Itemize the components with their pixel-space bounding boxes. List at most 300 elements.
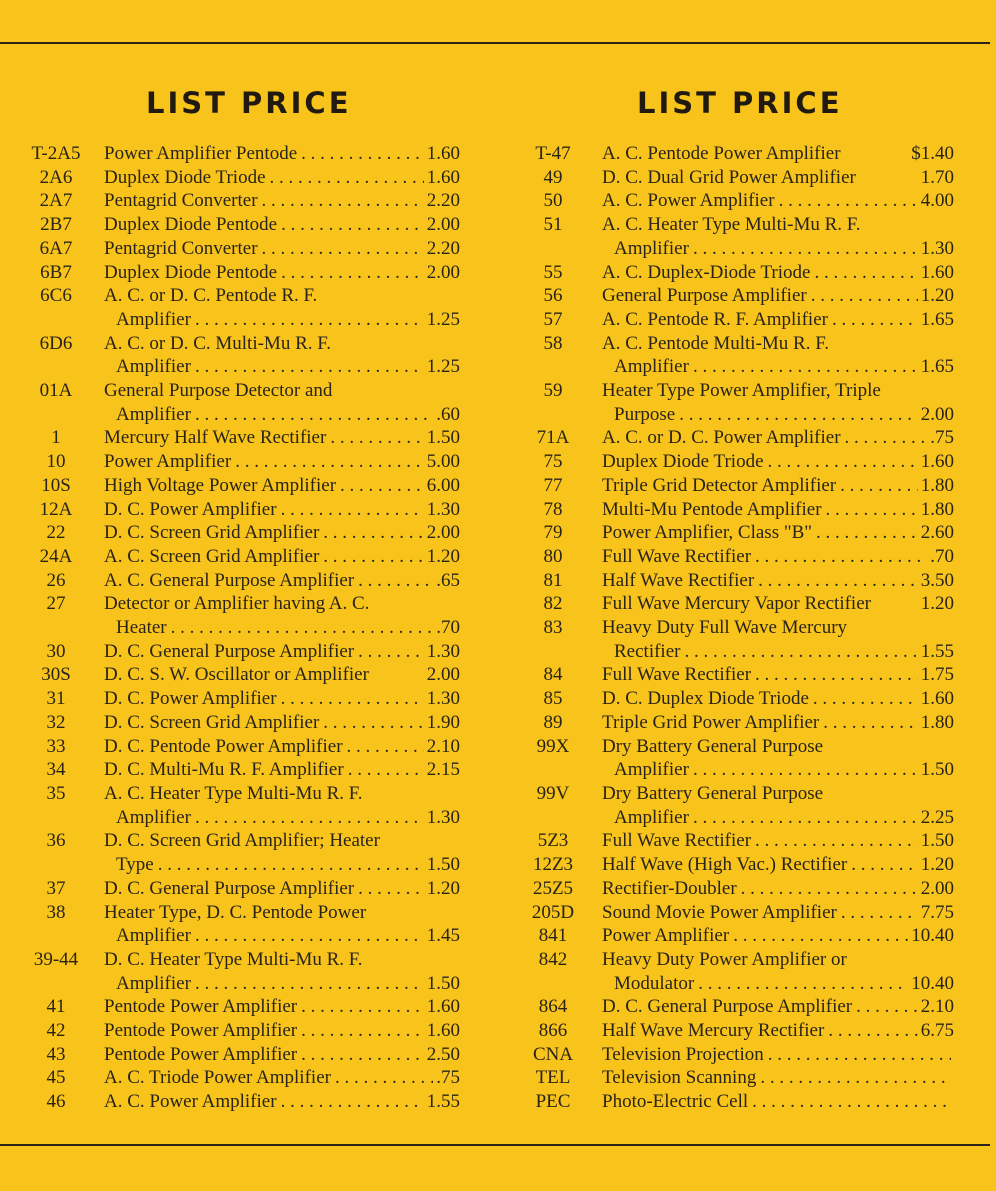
dot-leader bbox=[822, 498, 918, 522]
tube-code: 1 bbox=[51, 427, 61, 449]
list-price: .70 bbox=[930, 545, 954, 567]
price-list-entry bbox=[22, 1066, 460, 1090]
tube-code: 30 bbox=[46, 640, 66, 662]
tube-description: D. C. Screen Grid Amplifier bbox=[104, 711, 320, 733]
list-price: 3.50 bbox=[920, 569, 954, 591]
list-price bbox=[951, 1090, 954, 1114]
tube-description: D. C. General Purpose Amplifier bbox=[104, 640, 355, 662]
price-list-entry bbox=[22, 687, 460, 711]
tube-description: Detector or Amplifier having A. C. bbox=[104, 593, 370, 615]
dot-leader bbox=[231, 450, 424, 474]
dot-leader bbox=[344, 758, 424, 782]
tube-code: 37 bbox=[46, 877, 66, 899]
spacer bbox=[823, 735, 951, 759]
list-price: .60 bbox=[436, 403, 460, 425]
tube-code: 45 bbox=[46, 1067, 66, 1089]
list-price: 2.00 bbox=[426, 522, 460, 544]
dot-leader bbox=[836, 474, 918, 498]
tube-description: Multi-Mu Pentode Amplifier bbox=[602, 498, 822, 520]
tube-description: D. C. Dual Grid Power Amplifier bbox=[602, 166, 856, 188]
tube-code: 50 bbox=[543, 190, 563, 212]
price-list-entry bbox=[520, 924, 954, 948]
price-list-entry bbox=[520, 663, 954, 687]
spacer bbox=[881, 379, 951, 403]
dot-leader bbox=[689, 806, 918, 830]
tube-description: Amplifier bbox=[614, 759, 689, 781]
dot-leader bbox=[277, 261, 424, 285]
dot-leader bbox=[191, 972, 424, 996]
spacer bbox=[856, 166, 918, 190]
tube-code: 22 bbox=[46, 522, 66, 544]
price-list-entry bbox=[520, 545, 954, 569]
tube-description: D. C. Multi-Mu R. F. Amplifier bbox=[104, 759, 344, 781]
tube-code: 79 bbox=[543, 522, 563, 544]
tube-code: 82 bbox=[543, 593, 563, 615]
dot-leader bbox=[841, 426, 928, 450]
tube-code: 27 bbox=[46, 593, 66, 615]
tube-code: 12A bbox=[39, 498, 73, 520]
list-price: 1.30 bbox=[426, 806, 460, 828]
list-price: 1.50 bbox=[426, 972, 460, 994]
list-price bbox=[951, 379, 954, 403]
list-price: .75 bbox=[930, 427, 954, 449]
list-price: 7.75 bbox=[920, 901, 954, 923]
list-price: 5.00 bbox=[426, 451, 460, 473]
spacer bbox=[871, 592, 918, 616]
list-price-heading-right: LIST PRICE bbox=[637, 86, 843, 120]
dot-leader bbox=[191, 403, 433, 427]
spacer bbox=[363, 782, 457, 806]
tube-code: T-47 bbox=[535, 143, 571, 164]
tube-code: 24A bbox=[39, 545, 73, 567]
list-price: 2.10 bbox=[426, 735, 460, 757]
tube-description: Rectifier-Doubler bbox=[602, 877, 737, 899]
tube-description: Heater Type, D. C. Pentode Power bbox=[104, 901, 367, 923]
tube-code: 59 bbox=[543, 380, 563, 402]
tube-description: A. C. Pentode R. F. Amplifier bbox=[602, 308, 828, 330]
list-price bbox=[951, 1066, 954, 1090]
list-price: 1.45 bbox=[426, 925, 460, 947]
list-price: 2.10 bbox=[920, 996, 954, 1018]
tube-description: Amplifier bbox=[116, 972, 191, 994]
tube-description: D. C. General Purpose Amplifier bbox=[602, 996, 853, 1018]
dot-leader bbox=[810, 261, 917, 285]
price-list-entry bbox=[22, 663, 460, 687]
tube-description: A. C. Screen Grid Amplifier bbox=[104, 545, 320, 567]
tube-code: 01A bbox=[39, 380, 73, 402]
tube-description: Amplifier bbox=[614, 237, 689, 259]
list-price: .65 bbox=[436, 569, 460, 591]
price-list-entry bbox=[22, 592, 460, 639]
list-price: 1.80 bbox=[920, 474, 954, 496]
tube-code: 10 bbox=[46, 451, 66, 473]
tube-description: A. C. or D. C. Pentode R. F. bbox=[104, 285, 318, 307]
list-price: 1.20 bbox=[920, 593, 954, 615]
price-list-entry bbox=[520, 687, 954, 711]
tube-description: D. C. Pentode Power Amplifier bbox=[104, 735, 343, 757]
dot-leader bbox=[847, 853, 918, 877]
spacer bbox=[841, 142, 909, 166]
tube-description: D. C. Duplex Diode Triode bbox=[602, 688, 809, 710]
spacer bbox=[380, 829, 457, 853]
dot-leader bbox=[689, 758, 918, 782]
tube-code: 71A bbox=[536, 427, 570, 449]
dot-leader bbox=[775, 189, 918, 213]
price-list-entry bbox=[22, 640, 460, 664]
price-list-entry bbox=[520, 213, 954, 260]
dot-leader bbox=[331, 1066, 433, 1090]
tube-description: A. C. or D. C. Power Amplifier bbox=[602, 427, 841, 449]
list-price: 1.20 bbox=[426, 545, 460, 567]
price-list-entry bbox=[520, 308, 954, 332]
tube-description: Duplex Diode Triode bbox=[104, 166, 266, 188]
dot-leader bbox=[258, 189, 424, 213]
price-list-entry bbox=[22, 829, 460, 876]
tube-description: Pentagrid Converter bbox=[104, 190, 258, 212]
price-list-entry bbox=[22, 142, 460, 166]
list-price: 1.30 bbox=[426, 498, 460, 520]
tube-description: Type bbox=[116, 854, 154, 876]
list-price: 1.75 bbox=[920, 664, 954, 686]
price-list-entry bbox=[520, 1019, 954, 1043]
price-list-entry bbox=[22, 332, 460, 379]
price-list-entry bbox=[520, 829, 954, 853]
list-price: 1.30 bbox=[426, 640, 460, 662]
tube-code: 6C6 bbox=[40, 285, 72, 307]
spacer bbox=[332, 379, 457, 403]
tube-description: A. C. Pentode Power Amplifier bbox=[602, 143, 841, 164]
tube-description: Triple Grid Power Amplifier bbox=[602, 711, 820, 733]
tube-description: Amplifier bbox=[116, 403, 191, 425]
price-list-right-column bbox=[520, 142, 954, 1114]
list-price: 2.00 bbox=[920, 403, 954, 425]
tube-code: 43 bbox=[46, 1043, 66, 1065]
price-list-entry bbox=[520, 426, 954, 450]
tube-code: 36 bbox=[46, 830, 66, 852]
tube-description: Sound Movie Power Amplifier bbox=[602, 901, 837, 923]
list-price-heading-left: LIST PRICE bbox=[146, 86, 352, 120]
tube-description: Amplifier bbox=[116, 806, 191, 828]
price-list-entry bbox=[22, 711, 460, 735]
list-price: 1.70 bbox=[920, 166, 954, 188]
dot-leader bbox=[807, 284, 918, 308]
list-price bbox=[951, 1043, 954, 1067]
price-list-entry bbox=[22, 735, 460, 759]
tube-description: Photo-Electric Cell bbox=[602, 1091, 749, 1113]
list-price: 1.50 bbox=[920, 830, 954, 852]
dot-leader bbox=[297, 995, 424, 1019]
tube-description: Power Amplifier bbox=[602, 925, 730, 947]
price-list-entry bbox=[520, 498, 954, 522]
dot-leader bbox=[754, 569, 918, 593]
list-price: 6.00 bbox=[426, 474, 460, 496]
price-list-entry bbox=[22, 426, 460, 450]
list-price: 1.25 bbox=[426, 356, 460, 378]
spacer bbox=[366, 901, 457, 925]
price-list-entry bbox=[520, 592, 954, 616]
tube-description: D. C. Power Amplifier bbox=[104, 688, 277, 710]
list-price: 1.20 bbox=[920, 285, 954, 307]
tube-description: Half Wave Rectifier bbox=[602, 569, 755, 591]
list-price bbox=[951, 782, 954, 806]
dot-leader bbox=[343, 735, 424, 759]
tube-code: 35 bbox=[46, 782, 66, 804]
list-price bbox=[457, 901, 460, 925]
price-list-entry bbox=[520, 189, 954, 213]
tube-code: 6D6 bbox=[39, 332, 73, 354]
dot-leader bbox=[277, 213, 424, 237]
list-price: 1.60 bbox=[426, 143, 460, 164]
tube-code: 26 bbox=[46, 569, 66, 591]
tube-code: 38 bbox=[46, 901, 66, 923]
tube-description: Dry Battery General Purpose bbox=[602, 782, 824, 804]
price-list-entry bbox=[22, 948, 460, 995]
dot-leader bbox=[756, 1066, 951, 1090]
tube-description: Power Amplifier Pentode bbox=[104, 143, 298, 164]
tube-code: 78 bbox=[543, 498, 563, 520]
tube-description: General Purpose Detector and bbox=[104, 380, 333, 402]
tube-description: Amplifier bbox=[614, 356, 689, 378]
tube-code: 39-44 bbox=[33, 948, 79, 970]
tube-description: Triple Grid Detector Amplifier bbox=[602, 474, 837, 496]
tube-code: 30S bbox=[41, 664, 71, 686]
list-price: 1.55 bbox=[426, 1091, 460, 1113]
tube-description: Pentode Power Amplifier bbox=[104, 1020, 298, 1042]
dot-leader bbox=[809, 687, 918, 711]
tube-description: D. C. Screen Grid Amplifier; Heater bbox=[104, 830, 380, 852]
dot-leader bbox=[297, 1043, 424, 1067]
dot-leader bbox=[729, 924, 908, 948]
list-price: 10.40 bbox=[911, 972, 954, 994]
tube-code: 34 bbox=[46, 759, 66, 781]
price-list-entry bbox=[22, 284, 460, 331]
dot-leader bbox=[277, 687, 424, 711]
list-price: 1.60 bbox=[920, 451, 954, 473]
list-price bbox=[951, 213, 954, 237]
tube-code: 42 bbox=[46, 1020, 66, 1042]
tube-code: 89 bbox=[543, 711, 563, 733]
list-price: 1.60 bbox=[426, 166, 460, 188]
spacer bbox=[829, 332, 951, 356]
price-list-entry bbox=[520, 901, 954, 925]
tube-code: 5Z3 bbox=[537, 830, 569, 852]
dot-leader bbox=[751, 663, 918, 687]
list-price bbox=[457, 948, 460, 972]
dot-leader bbox=[689, 355, 918, 379]
tube-description: Dry Battery General Purpose bbox=[602, 735, 824, 757]
list-price: 1.20 bbox=[920, 854, 954, 876]
price-list-entry bbox=[520, 1043, 954, 1067]
spacer bbox=[861, 213, 951, 237]
dot-leader bbox=[326, 426, 423, 450]
dot-leader bbox=[258, 237, 424, 261]
tube-description: A. C. Power Amplifier bbox=[104, 1091, 277, 1113]
list-price: 1.80 bbox=[920, 498, 954, 520]
tube-code: 2A7 bbox=[39, 190, 73, 212]
tube-description: Duplex Diode Pentode bbox=[104, 261, 278, 283]
tube-description: Rectifier bbox=[614, 640, 681, 662]
list-price: .70 bbox=[436, 617, 460, 639]
dot-leader bbox=[319, 711, 423, 735]
tube-description: D. C. Heater Type Multi-Mu R. F. bbox=[104, 948, 363, 970]
tube-description: Heater Type Power Amplifier, Triple bbox=[602, 380, 881, 402]
price-list-entry bbox=[22, 498, 460, 522]
tube-code: 31 bbox=[46, 688, 66, 710]
tube-description: Heater bbox=[116, 617, 167, 639]
price-list-entry bbox=[520, 261, 954, 285]
list-price: 1.60 bbox=[426, 1020, 460, 1042]
list-price: 6.75 bbox=[920, 1020, 954, 1042]
tube-description: Pentode Power Amplifier bbox=[104, 1043, 298, 1065]
tube-code: 841 bbox=[538, 925, 568, 947]
tube-description: A. C. Power Amplifier bbox=[602, 190, 775, 212]
tube-code: 866 bbox=[538, 1020, 568, 1042]
list-price: 1.60 bbox=[920, 261, 954, 283]
tube-code: 80 bbox=[543, 545, 563, 567]
dot-leader bbox=[191, 308, 424, 332]
price-list-entry bbox=[22, 189, 460, 213]
tube-code: 58 bbox=[543, 332, 563, 354]
dot-leader bbox=[354, 569, 433, 593]
list-price: 2.15 bbox=[426, 759, 460, 781]
list-price: 1.65 bbox=[920, 308, 954, 330]
price-list-entry bbox=[520, 711, 954, 735]
tube-code: TEL bbox=[535, 1067, 571, 1089]
price-list-entry bbox=[520, 166, 954, 190]
tube-description: Amplifier bbox=[116, 356, 191, 378]
list-price: 2.00 bbox=[920, 877, 954, 899]
price-list-entry bbox=[520, 782, 954, 829]
list-price: 1.30 bbox=[920, 237, 954, 259]
list-price bbox=[951, 735, 954, 759]
spacer bbox=[369, 663, 424, 687]
list-price: 2.25 bbox=[920, 806, 954, 828]
tube-description: A. C. Heater Type Multi-Mu R. F. bbox=[602, 214, 861, 236]
tube-description: Amplifier bbox=[116, 925, 191, 947]
dot-leader bbox=[191, 355, 424, 379]
list-price: 1.25 bbox=[426, 308, 460, 330]
tube-description: Amplifier bbox=[116, 308, 191, 330]
spacer bbox=[369, 592, 457, 616]
tube-description: D. C. S. W. Oscillator or Amplifier bbox=[104, 664, 369, 686]
price-list-entry bbox=[22, 569, 460, 593]
price-list-entry bbox=[22, 877, 460, 901]
price-list-entry bbox=[22, 237, 460, 261]
price-list-entry bbox=[520, 284, 954, 308]
list-price bbox=[457, 284, 460, 308]
list-price bbox=[457, 829, 460, 853]
list-price bbox=[951, 948, 954, 972]
tube-description: Duplex Diode Pentode bbox=[104, 214, 278, 236]
price-list-entry bbox=[22, 1043, 460, 1067]
list-price: 4.00 bbox=[920, 190, 954, 212]
list-price: $1.40 bbox=[911, 143, 954, 164]
tube-description: A. C. Heater Type Multi-Mu R. F. bbox=[104, 782, 363, 804]
price-list-entry bbox=[520, 853, 954, 877]
tube-code: 51 bbox=[543, 214, 563, 236]
dot-leader bbox=[297, 142, 424, 166]
tube-code: 864 bbox=[538, 996, 568, 1018]
spacer bbox=[363, 948, 457, 972]
tube-code: 25Z5 bbox=[532, 877, 574, 899]
tube-description: A. C. Duplex-Diode Triode bbox=[602, 261, 811, 283]
tube-code: 2B7 bbox=[40, 214, 72, 236]
tube-code: 32 bbox=[46, 711, 66, 733]
dot-leader bbox=[277, 498, 424, 522]
price-list-entry bbox=[520, 569, 954, 593]
list-price: 10.40 bbox=[911, 925, 954, 947]
list-price: 1.65 bbox=[920, 356, 954, 378]
list-price bbox=[457, 379, 460, 403]
tube-code: 84 bbox=[543, 664, 563, 686]
price-list-entry bbox=[22, 521, 460, 545]
tube-description: Television Projection bbox=[602, 1043, 764, 1065]
price-list-entry bbox=[22, 545, 460, 569]
tube-description: Half Wave (High Vac.) Rectifier bbox=[602, 854, 848, 876]
dot-leader bbox=[852, 995, 918, 1019]
tube-description: Full Wave Mercury Vapor Rectifier bbox=[602, 593, 871, 615]
dot-leader bbox=[354, 877, 424, 901]
tube-description: General Purpose Amplifier bbox=[602, 285, 807, 307]
tube-code: 55 bbox=[543, 261, 563, 283]
price-list-entry bbox=[520, 474, 954, 498]
list-price bbox=[457, 592, 460, 616]
price-list-left-column bbox=[22, 142, 460, 1114]
tube-description: D. C. Screen Grid Amplifier bbox=[104, 522, 320, 544]
list-price: 1.20 bbox=[426, 877, 460, 899]
price-list-entry bbox=[22, 1090, 460, 1114]
price-list-entry bbox=[22, 995, 460, 1019]
tube-description: Heavy Duty Power Amplifier or bbox=[602, 948, 847, 970]
spacer bbox=[317, 284, 457, 308]
dot-leader bbox=[319, 545, 423, 569]
tube-code: 75 bbox=[543, 451, 563, 473]
tube-code: 49 bbox=[543, 166, 563, 188]
tube-code: PEC bbox=[535, 1091, 571, 1113]
tube-description: Pentagrid Converter bbox=[104, 237, 258, 259]
tube-code: 57 bbox=[543, 308, 563, 330]
dot-leader bbox=[675, 403, 918, 427]
tube-description: Purpose bbox=[614, 403, 676, 425]
dot-leader bbox=[277, 1090, 424, 1114]
dot-leader bbox=[354, 640, 424, 664]
tube-code: 77 bbox=[543, 474, 563, 496]
list-price: 2.20 bbox=[426, 190, 460, 212]
dot-leader bbox=[751, 829, 918, 853]
dot-leader bbox=[297, 1019, 424, 1043]
tube-description: Heavy Duty Full Wave Mercury bbox=[602, 617, 848, 639]
tube-description: Full Wave Rectifier bbox=[602, 545, 752, 567]
dot-leader bbox=[680, 640, 917, 664]
dot-leader bbox=[748, 1090, 951, 1114]
price-list-entry bbox=[520, 877, 954, 901]
list-price: .75 bbox=[436, 1067, 460, 1089]
tube-description: Half Wave Mercury Rectifier bbox=[602, 1020, 825, 1042]
dot-leader bbox=[764, 1043, 951, 1067]
dot-leader bbox=[319, 521, 423, 545]
list-price bbox=[457, 782, 460, 806]
tube-description: Amplifier bbox=[614, 806, 689, 828]
price-list-entry bbox=[22, 901, 460, 948]
list-price: 2.00 bbox=[426, 214, 460, 236]
list-price: 2.60 bbox=[920, 522, 954, 544]
price-list-entry bbox=[520, 379, 954, 426]
price-list-entry bbox=[520, 450, 954, 474]
tube-code: 81 bbox=[543, 569, 563, 591]
tube-description: A. C. or D. C. Multi-Mu R. F. bbox=[104, 332, 332, 354]
spacer bbox=[823, 782, 951, 806]
dot-leader bbox=[737, 877, 918, 901]
